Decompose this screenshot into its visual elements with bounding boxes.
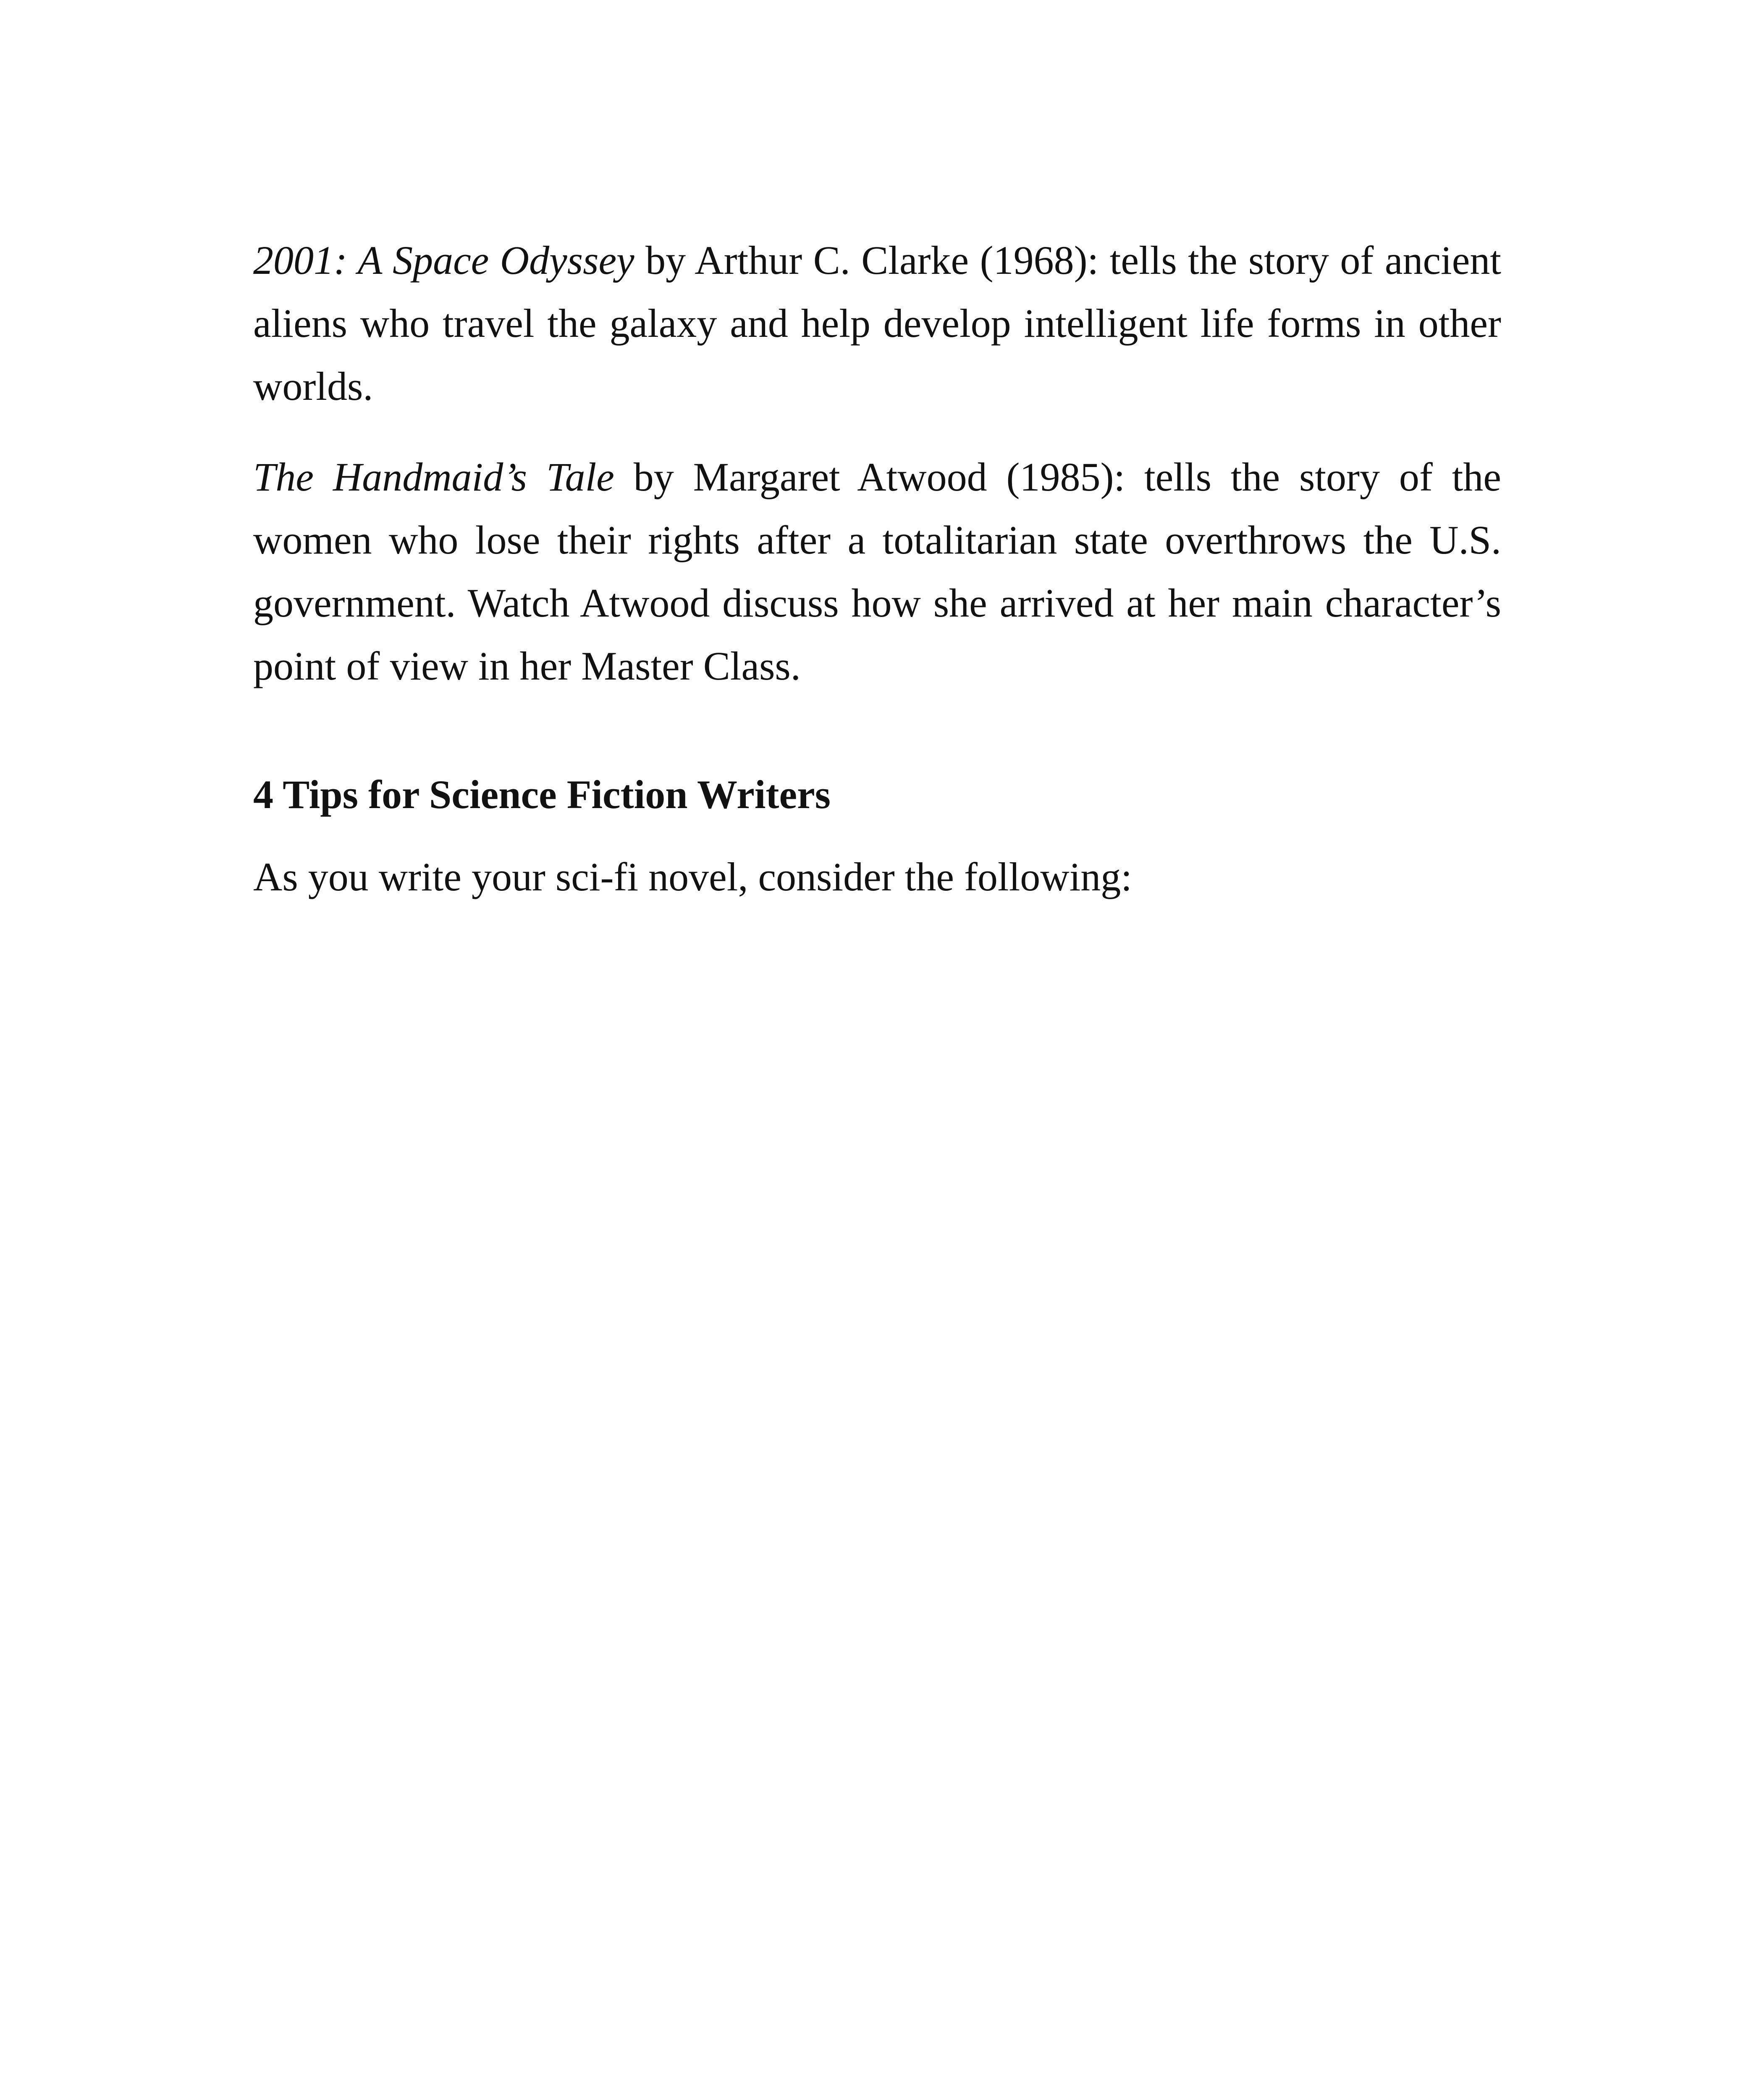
book-description: by Margaret Atwood (1985): tells the story of the women who lose their rights after a totalitarian state overthrows the U.S. government. Watch Atwood discuss how she arrived at her main character’s point of view in her Master Class.: [253, 454, 1502, 688]
section-intro: As you write your sci-fi novel, consider the following:: [253, 854, 1132, 899]
section-heading: 4 Tips for Science Fiction Writers: [253, 772, 831, 817]
book-title: The Handmaid’s Tale: [253, 454, 614, 499]
book-title: 2001: A Space Odyssey: [253, 238, 634, 283]
book-entry-2001: [253, 229, 1501, 418]
book-description: by Arthur C. Clarke (1968): tells the story of ancient aliens who travel the galaxy and help develop intelligent life forms in other worlds.: [253, 238, 1502, 409]
page-content: [253, 229, 1501, 908]
book-entry-handmaids-tale: [253, 446, 1501, 698]
